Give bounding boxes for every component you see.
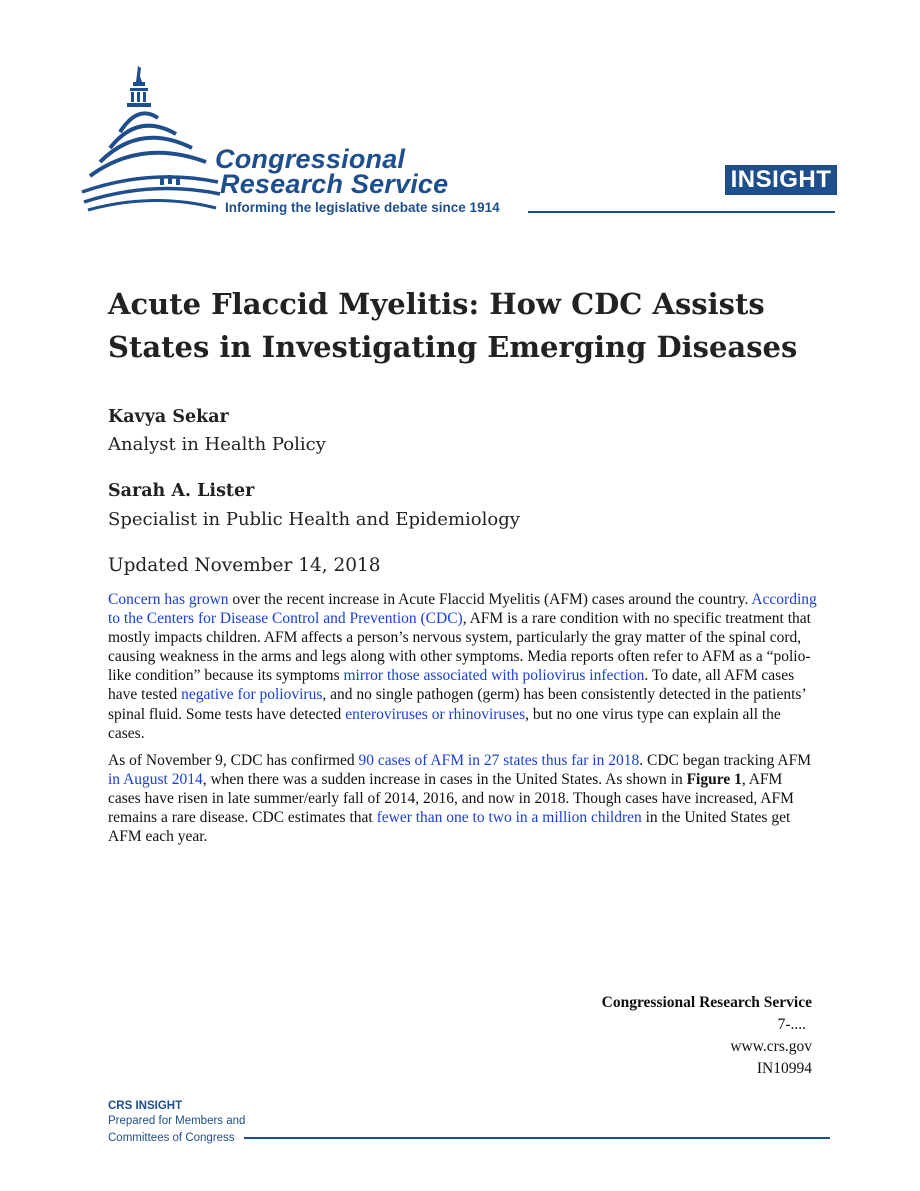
footer-org: Congressional Research Service bbox=[601, 994, 812, 1011]
paragraph-text: over the recent increase in Acute Flaccid Myelitis (AFM) cases around the country. bbox=[228, 591, 752, 608]
body-paragraph-2 bbox=[108, 751, 818, 846]
link-concern-has-grown[interactable]: Concern has grown bbox=[108, 591, 229, 608]
paragraph-text: , when there was a sudden increase in cases in the United States. As shown in bbox=[202, 771, 687, 789]
paragraph-text: in the United States get AFM each year. bbox=[108, 809, 791, 846]
prepared-for-line2: Committees of Congress bbox=[108, 1132, 235, 1144]
tagline-divider bbox=[528, 211, 835, 213]
link-august-2014[interactable]: in August 2014 bbox=[108, 771, 203, 789]
insight-label-title: CRS INSIGHT bbox=[108, 1100, 183, 1112]
paragraph-text: , but no one virus type can explain all the cases. bbox=[108, 705, 781, 742]
paragraph-text: , AFM cases have risen in late summer/early fall of 2014, 2016, and now in 2018. Though cases have increased, AFM remains a rare disease. CDC estimates that bbox=[108, 771, 794, 827]
link-afm-rate[interactable]: fewer than one to two in a million children bbox=[376, 809, 642, 827]
author-role: Analyst in Health Policy bbox=[108, 434, 326, 455]
paragraph-text: . CDC began tracking AFM bbox=[639, 752, 812, 769]
crs-insight-label bbox=[108, 1099, 245, 1147]
crs-header bbox=[80, 62, 840, 222]
updated-date: Updated November 14, 2018 bbox=[108, 555, 381, 576]
crs-name-line2: Research Service bbox=[220, 169, 449, 199]
link-enteroviruses[interactable]: enteroviruses or rhinoviruses bbox=[345, 705, 526, 723]
footer-code: 7-.... bbox=[777, 1016, 806, 1033]
paragraph-text: , AFM is a rare condition with no specific treatment that mostly impacts children. AFM affects a person’s nervous system, particularly the gray matter of the spinal cord, causing weakness in the arms and legs along with other symptoms. Media reports often refer to AFM as a “polio-like condition” because its symptoms bbox=[108, 610, 811, 685]
insight-badge: INSIGHT bbox=[725, 165, 837, 195]
author-name: Sarah A. Lister bbox=[108, 481, 255, 501]
footer-report-id: IN10994 bbox=[756, 1060, 812, 1077]
document-title: Acute Flaccid Myelitis: How CDC Assists States in Investigating Emerging Diseases bbox=[108, 287, 798, 364]
body-paragraph-1 bbox=[108, 590, 818, 743]
link-negative-poliovirus[interactable]: negative for poliovirus bbox=[181, 686, 323, 704]
link-cdc-afm[interactable]: According to the Centers for Disease Control and Prevention (CDC) bbox=[108, 591, 817, 628]
link-90-cases[interactable]: 90 cases of AFM in 27 states thus far in 2018 bbox=[358, 752, 640, 769]
prepared-for-line1: Prepared for Members and bbox=[108, 1115, 246, 1127]
report-footer bbox=[602, 992, 812, 1080]
paragraph-text: As of November 9, CDC has confirmed bbox=[108, 752, 359, 769]
paragraph-text: , and no single pathogen (germ) has been consistently detected in the patients’ spinal fluid. Some tests have detected bbox=[108, 686, 806, 723]
author-role: Specialist in Public Health and Epidemiology bbox=[108, 509, 520, 530]
capitol-dome-icon bbox=[80, 62, 230, 222]
crs-tagline: Informing the legislative debate since 1914 bbox=[225, 200, 500, 215]
crs-name-line1: Congressional bbox=[215, 144, 406, 174]
paragraph-text: . To date, all AFM cases have tested bbox=[108, 667, 795, 704]
footer-url: www.crs.gov bbox=[730, 1038, 812, 1055]
author-name: Kavya Sekar bbox=[108, 407, 229, 427]
figure-reference: Figure 1 bbox=[686, 771, 742, 789]
footer-divider bbox=[244, 1137, 830, 1139]
link-poliovirus-symptoms[interactable]: mirror those associated with poliovirus infection bbox=[343, 667, 645, 685]
